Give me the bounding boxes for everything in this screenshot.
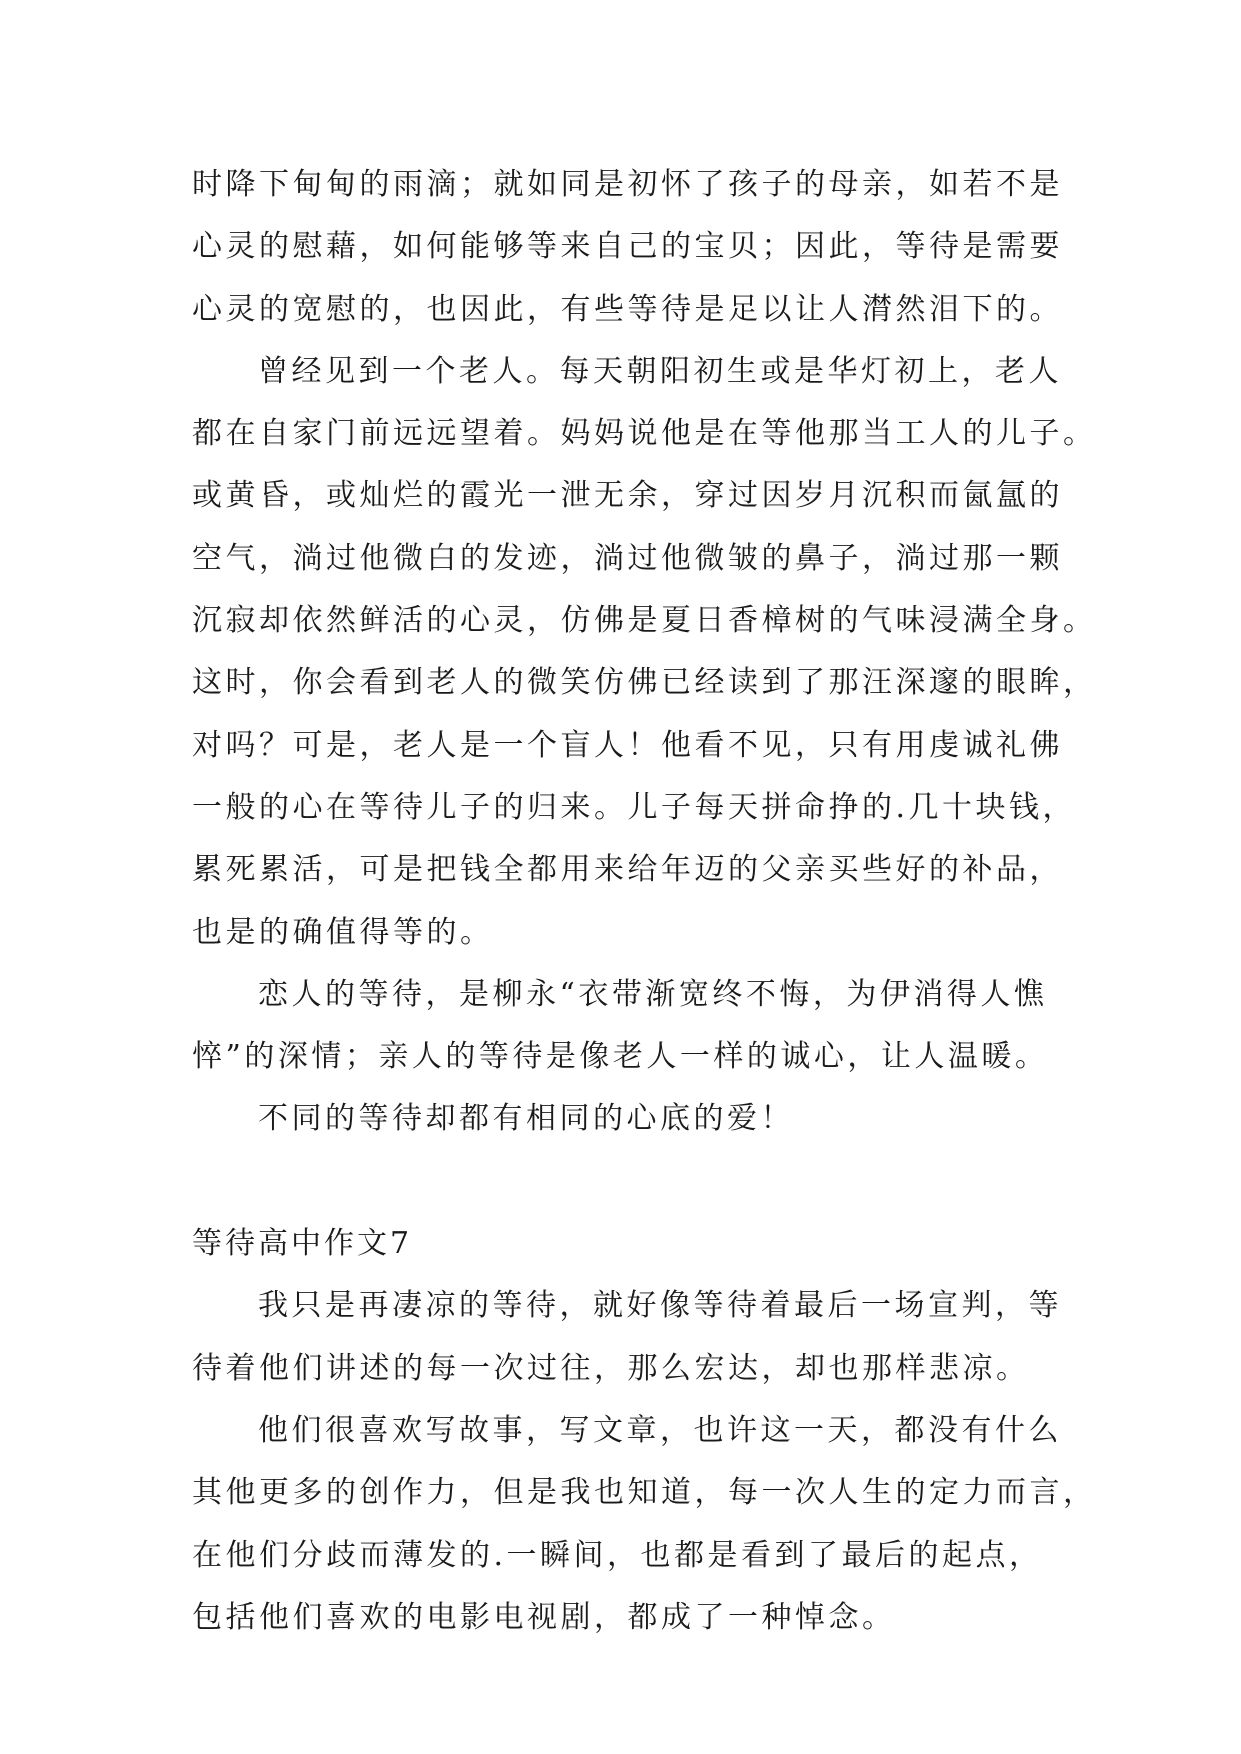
paragraph-line: 恋人的等待，是柳永“衣带渐宽终不悔，为伊消得人憔: [258, 976, 1048, 1012]
paragraph-line: 心灵的慰藉，如何能够等来自己的宝贝；因此，等待是需要: [192, 229, 1063, 265]
paragraph-line: 沉寂却依然鲜活的心灵，仿佛是夏日香樟树的气味浸满全身。: [192, 603, 1097, 639]
paragraph-line: 其他更多的创作力，但是我也知道，每一次人生的定力而言，: [192, 1475, 1097, 1511]
paragraph-line: 悴”的深情；亲人的等待是像老人一样的诚心，让人温暖。: [192, 1039, 1049, 1075]
paragraph-line: 对吗？可是，老人是一个盲人！他看不见，只有用虔诚礼佛: [192, 727, 1063, 763]
paragraph-line: 不同的等待却都有相同的心底的爱！: [258, 1101, 794, 1137]
paragraph-line: 包括他们喜欢的电影电视剧，都成了一种悼念。: [192, 1599, 896, 1635]
paragraph-line: 这时，你会看到老人的微笑仿佛已经读到了那汪深邃的眼眸，: [192, 665, 1097, 701]
paragraph-line: 时降下甸甸的雨滴；就如同是初怀了孩子的母亲，如若不是: [192, 167, 1063, 202]
section-heading: 等待高中作文7: [192, 1226, 413, 1262]
paragraph-line: 待着他们讲述的每一次过往，那么宏达，却也那样悲凉。: [192, 1350, 1030, 1386]
paragraph-line: 空气，淌过他微白的发迹，淌过他微皱的鼻子，淌过那一颗: [192, 540, 1063, 576]
paragraph-line: 也是的确值得等的。: [192, 914, 494, 950]
section-gap: [192, 1151, 1072, 1213]
paragraph-line: 曾经见到一个老人。每天朝阳初生或是华灯初上，老人: [258, 353, 1062, 389]
paragraph-line: 他们很喜欢写故事，写文章，也许这一天，都没有什么: [258, 1412, 1062, 1448]
paragraph-line: 累死累活，可是把钱全都用来给年迈的父亲买些好的补品，: [192, 852, 1063, 888]
paragraph-line: 或黄昏，或灿烂的霞光一泄无余，穿过因岁月沉积而氤氲的: [192, 478, 1063, 514]
paragraph-line: 心灵的宽慰的，也因此，有些等待是足以让人潸然泪下的。: [192, 291, 1063, 327]
paragraph-line: 在他们分歧而薄发的.一瞬间，也都是看到了最后的起点，: [192, 1537, 1043, 1573]
document-body: [192, 154, 1097, 1649]
paragraph-line: 都在自家门前远远望着。妈妈说他是在等他那当工人的儿子。: [192, 416, 1097, 452]
paragraph-line: 一般的心在等待儿子的归来。儿子每天拼命挣的.几十块钱，: [192, 789, 1077, 825]
paragraph-line: 我只是再凄凉的等待，就好像等待着最后一场宣判，等: [258, 1288, 1062, 1324]
